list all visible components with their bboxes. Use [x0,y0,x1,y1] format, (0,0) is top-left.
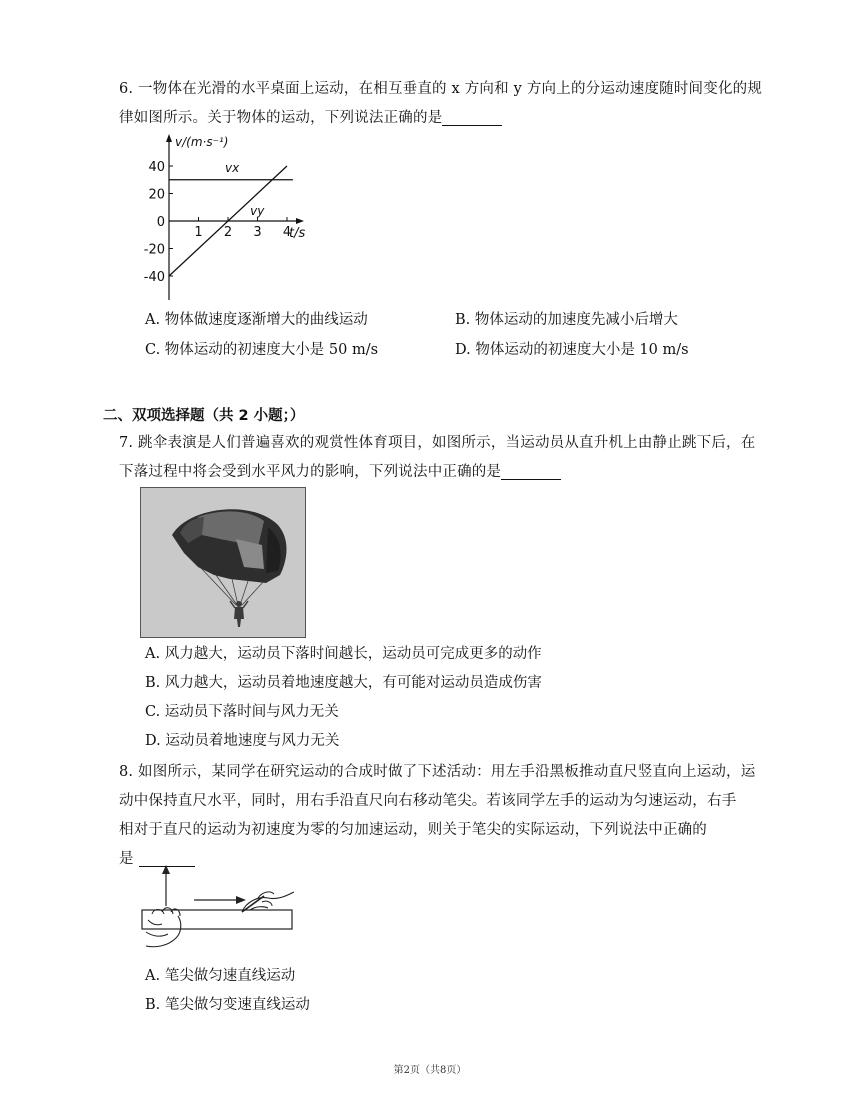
x-tick-label: 1 [194,225,203,240]
x-axis-label: t/s [289,226,306,241]
y-tick-label: -40 [143,270,165,285]
q7-option-d[interactable]: D. 运动员着地速度与风力无关 [145,733,340,749]
q7-option-b[interactable]: B. 风力越大，运动员着地速度越大，有可能对运动员造成伤害 [145,675,542,691]
x-tick-label: 2 [223,225,233,240]
x-axis-arrow [296,218,304,224]
q6-answer-blank [442,107,502,126]
q6-line2 [119,104,762,133]
velocity-time-graph [138,130,318,305]
section-title: 二、双项选择题（共 2 小题；） [103,408,305,424]
q6-line1: 6. 一物体在光滑的水平桌面上运动，在相互垂直的 x 方向和 y 方向上的分运动速度随时间变化的规 [119,81,763,97]
x-tick-label: 4 [282,225,292,240]
q7-answer-blank [501,461,561,480]
q7-line2 [119,458,755,487]
q8-line1: 8. 如图所示，某同学在研究运动的合成时做了下述活动：用左手沿黑板推动直尺竖直向上运动，运 [119,764,756,780]
q8-line3: 相对于直尺的运动为初速度为零的匀加速运动，则关于笔尖的实际运动，下列说法中正确的 [119,822,707,838]
ruler-hands-figure [138,862,298,962]
y-tick-label: -20 [143,242,165,258]
vy-label: vy [250,204,265,218]
q6-option-c[interactable]: C. 物体运动的初速度大小是 50 m/s [145,342,379,358]
vx-label: vx [225,160,240,175]
q7-stem [119,429,755,487]
y-tick-label: 0 [156,215,165,230]
q7-line2-text: 下落过程中将会受到水平风力的影响，下列说法中正确的是 [119,464,502,480]
q8-line4-text: 是 [119,851,134,867]
y-axis-label: v/(m·s⁻¹) [175,135,229,149]
q8-stem [119,758,755,874]
y-tick-label: 20 [148,187,165,203]
q6-option-d[interactable]: D. 物体运动的初速度大小是 10 m/s [455,342,689,358]
q6-line2-text: 律如图所示。关于物体的运动，下列说法正确的是 [119,110,443,126]
q8-line2: 动中保持直尺水平，同时，用右手沿直尺向右移动笔尖。若该同学左手的运动为匀速运动，右手 [119,793,737,809]
q7-line1: 7. 跳伞表演是人们普遍喜欢的观赏性体育项目，如图所示，当运动员从直升机上由静止跳下后，在 [119,435,756,451]
q8-option-a[interactable]: A. 笔尖做匀速直线运动 [145,968,296,984]
y-tick-label: 40 [148,160,165,175]
q8-option-b[interactable]: B. 笔尖做匀变速直线运动 [145,997,310,1013]
y-axis-arrow [166,134,172,142]
x-tick-label: 3 [253,225,262,240]
q6-option-b[interactable]: B. 物体运动的加速度先减小后增大 [455,312,678,328]
parachute-photo [140,487,306,638]
q6-option-a[interactable]: A. 物体做速度逐渐增大的曲线运动 [145,312,368,328]
page-footer: 第2页（共8页） [393,1065,467,1076]
q7-option-c[interactable]: C. 运动员下落时间与风力无关 [145,704,339,720]
q7-option-a[interactable]: A. 风力越大，运动员下落时间越长，运动员可完成更多的动作 [145,646,542,662]
q6-stem [119,75,762,133]
